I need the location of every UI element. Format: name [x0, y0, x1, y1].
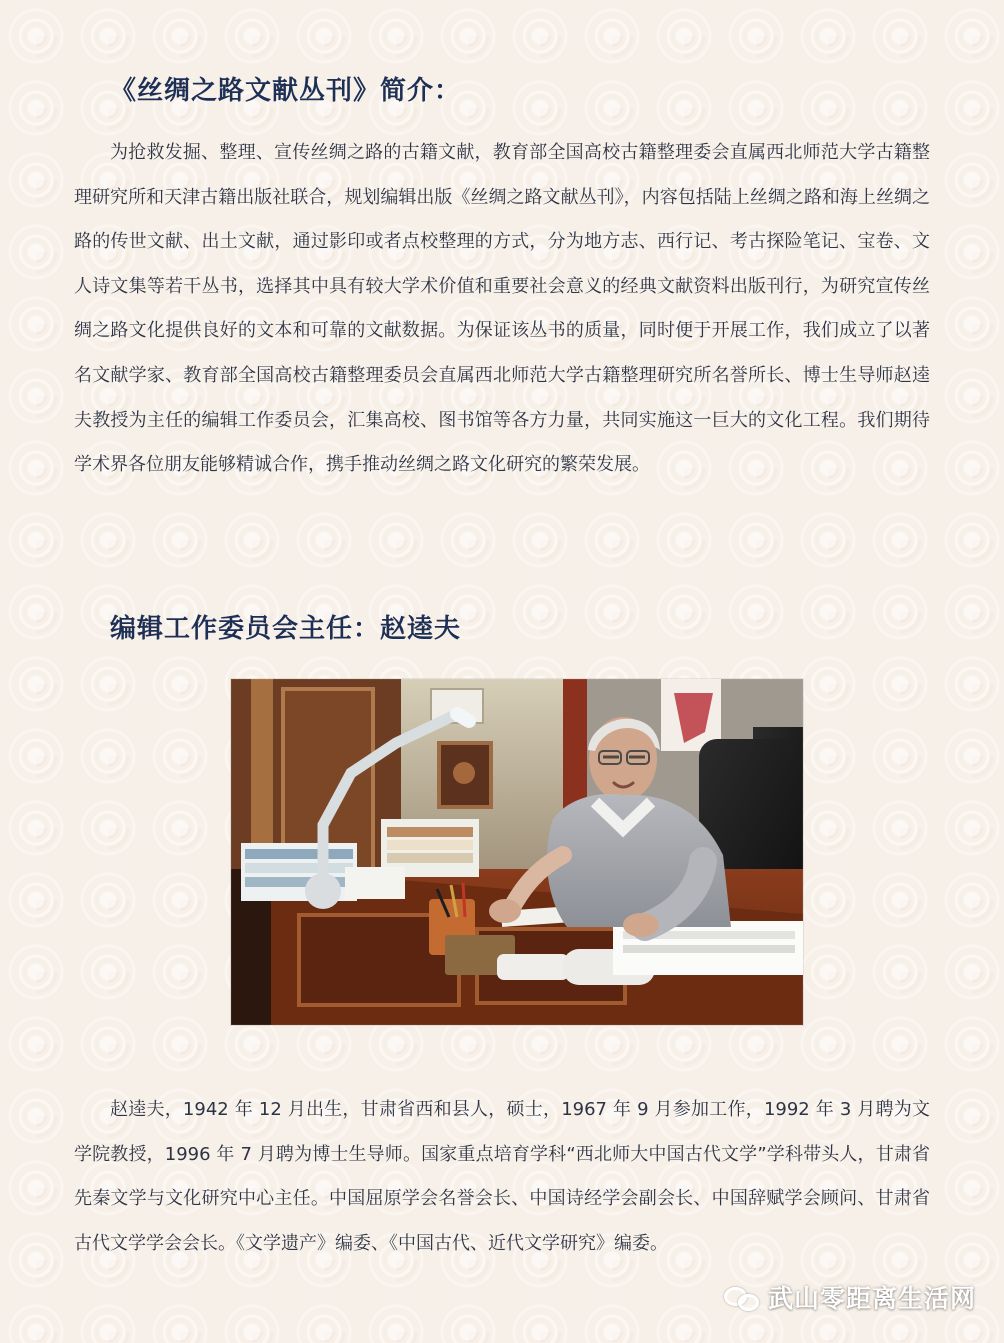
wechat-icon: [724, 1283, 758, 1311]
editor-photo: [231, 679, 803, 1025]
editor-bio-paragraph: 赵逵夫，1942 年 12 月出生，甘肃省西和县人，硕士，1967 年 9 月参加工作，1992 年 3 月聘为文学院教授，1996 年 7 月聘为博士生导师。国家重点培育学科“西北师大中国古代文学”学科带头人，甘肃省先秦文学与文化研究中心主任。中国屈原学会名誉会长、中国诗经学会副会长、中国辞赋学会顾问、甘肃省古代文学学会会长。《文学遗产》编委、《中国古代、近代文学研究》编委。: [74, 1099, 930, 1254]
watermark: [724, 1279, 976, 1315]
watermark-text: 武山零距离生活网: [767, 1284, 976, 1313]
intro-heading: 《丝绸之路文献丛刊》简介：: [110, 76, 462, 106]
intro-paragraph: 为抢救发掘、整理、宣传丝绸之路的古籍文献，教育部全国高校古籍整理委会直属西北师范大学古籍整理研究所和天津古籍出版社联合，规划编辑出版《丝绸之路文献丛刊》，内容包括陆上丝绸之路和海上丝绸之路的传世文献、出土文献，通过影印或者点校整理的方式，分为地方志、西行记、考古探险笔记、宝卷、文人诗文集等若干丛书，选择其中具有较大学术价值和重要社会意义的经典文献资料出版刊行，为研究宣传丝绸之路文化提供良好的文本和可靠的文献数据。为保证该丛书的质量，同时便于开展工作，我们成立了以著名文献学家、教育部全国高校古籍整理委员会直属西北师范大学古籍整理研究所名誉所长、博士生导师赵逵夫教授为主任的编辑工作委员会，汇集高校、图书馆等各方力量，共同实施这一巨大的文化工程。我们期待学术界各位朋友能够精诚合作，携手推动丝绸之路文化研究的繁荣发展。: [74, 142, 930, 476]
editor-heading: 编辑工作委员会主任：赵逵夫: [110, 614, 462, 644]
portrait-photo-illustration: [231, 679, 803, 1025]
